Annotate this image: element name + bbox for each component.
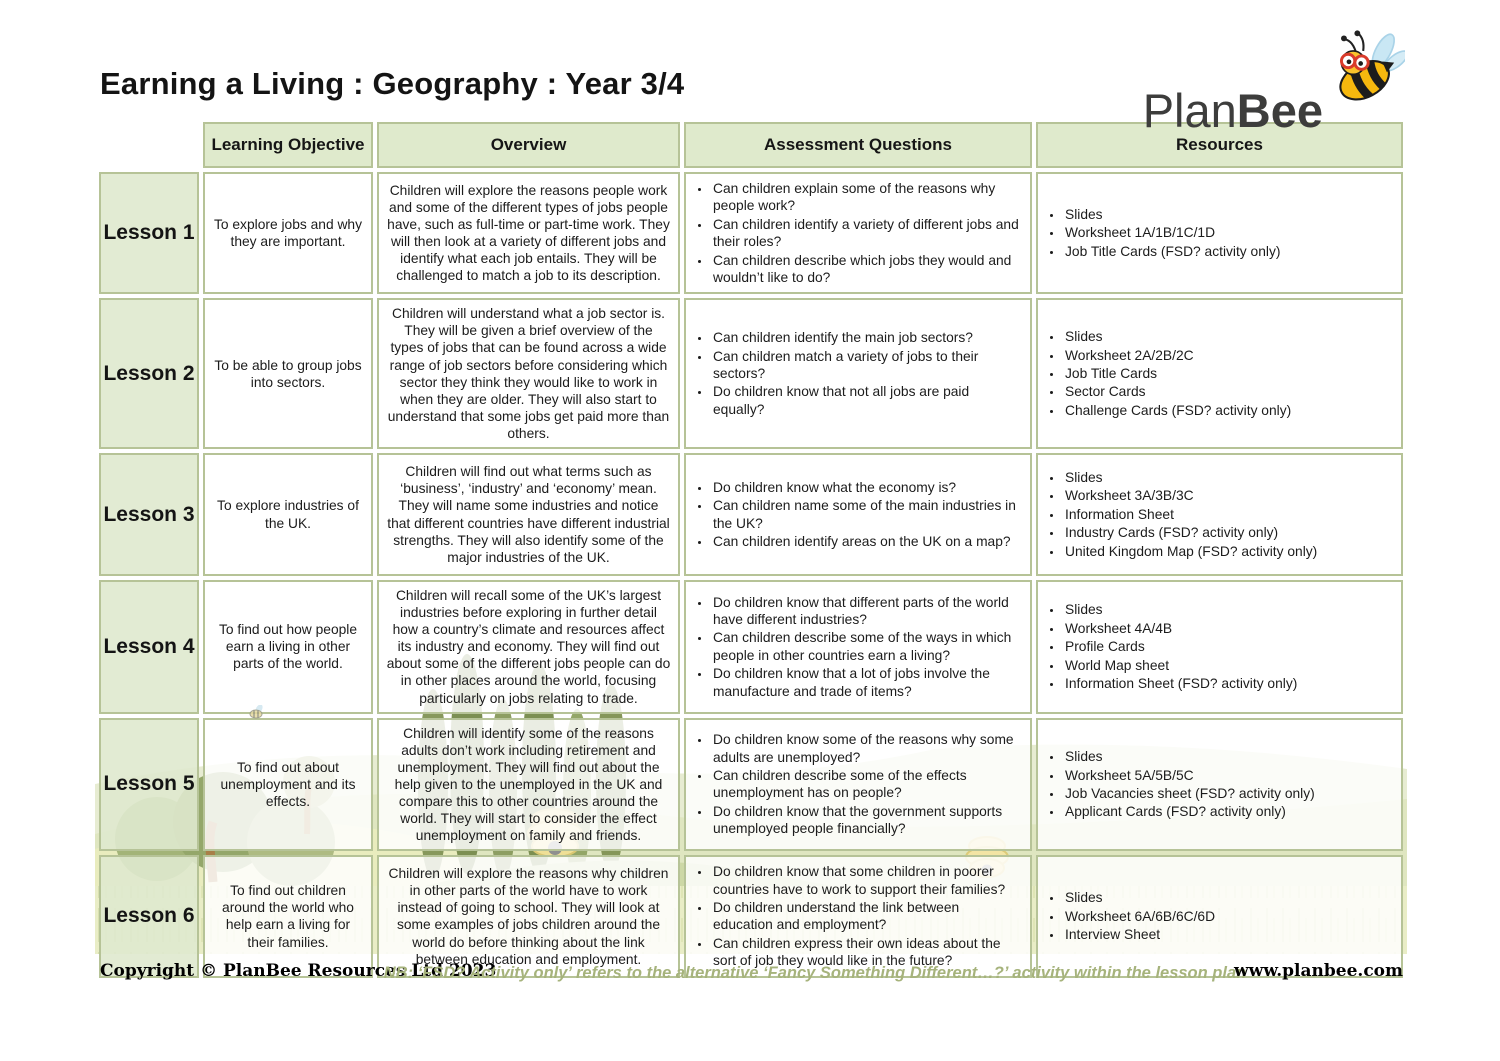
small-bee-icon <box>248 705 266 719</box>
assessment-question: • Can children express their own ideas about the sort of job they would like in the future? <box>711 935 1020 970</box>
assessment-question: • Do children know that not all jobs are paid equally? <box>711 383 1020 418</box>
lesson-number-cell: Lesson 1 <box>99 172 199 294</box>
logo-plan-text: Plan <box>1142 84 1237 137</box>
resource-list <box>1048 889 1391 943</box>
overview-cell: Children will explore the reasons people work and some of the different types of jobs people have, such as full-time or part-time work. They will then look at a variety of different jobs and identify what each job entails. They will be challenged to match a job to its description. <box>377 172 680 294</box>
resource-list <box>1048 328 1391 419</box>
resource-item: • Worksheet 4A/4B <box>1063 620 1391 637</box>
resource-item: • Challenge Cards (FSD? activity only) <box>1063 402 1391 419</box>
assessment-question: • Can children name some of the main industries in the UK? <box>711 497 1020 532</box>
resource-item: • Worksheet 3A/3B/3C <box>1063 487 1391 504</box>
resource-item: • Profile Cards <box>1063 638 1391 655</box>
lesson-row <box>99 298 1403 449</box>
overview-cell: Children will explore the reasons why children in other parts of the world have to work instead of going to school. They will look at some examples of jobs children around the world do before thinking about the link between education and employment. <box>377 855 680 977</box>
assessment-question: • Do children know what the economy is? <box>711 479 1020 496</box>
resource-item: • World Map sheet <box>1063 657 1391 674</box>
lesson-number-cell: Lesson 2 <box>99 298 199 449</box>
resource-item: • Slides <box>1063 601 1391 618</box>
resource-item: • Worksheet 5A/5B/5C <box>1063 767 1391 784</box>
learning-objective-cell: To find out children around the world who help earn a living for their families. <box>203 855 373 977</box>
bee-icon <box>1313 28 1405 114</box>
lesson-number-cell: Lesson 6 <box>99 855 199 977</box>
planbee-logo-text <box>1142 84 1323 140</box>
resource-item: • Job Title Cards <box>1063 365 1391 382</box>
logo-bee-text: Bee <box>1236 84 1323 137</box>
assessment-questions-cell <box>684 580 1032 714</box>
lesson-number-cell: Lesson 4 <box>99 580 199 714</box>
assessment-question-list <box>696 594 1020 700</box>
overview-cell: Children will identify some of the reasons adults don’t work including retirement and unemployment. They will find out about the help given to the unemployed in the UK and compare this to other countries around the world. They will start to consider the effect unemployment on family and friends. <box>377 718 680 852</box>
assessment-question: • Do children know some of the reasons why some adults are unemployed? <box>711 731 1020 766</box>
learning-objective-cell: To be able to group jobs into sectors. <box>203 298 373 449</box>
assessment-question: • Can children identify the main job sectors? <box>711 329 1020 346</box>
lesson-rows <box>99 172 1403 978</box>
resources-cell <box>1036 718 1403 852</box>
resource-item: • Information Sheet <box>1063 506 1391 523</box>
website-text: www.planbee.com <box>1234 961 1403 981</box>
resource-item: • Job Vacancies sheet (FSD? activity only) <box>1063 785 1391 802</box>
assessment-question: • Can children identify areas on the UK on a map? <box>711 533 1020 550</box>
resource-item: • Applicant Cards (FSD? activity only) <box>1063 803 1391 820</box>
resource-list <box>1048 748 1391 821</box>
resource-list <box>1048 469 1391 560</box>
header-overview: Overview <box>377 122 680 168</box>
resources-cell <box>1036 580 1403 714</box>
fsd-note-text: NB: ‘FSD? Activity only’ refers to the alternative ‘Fancy Something Different…?’ activity within the lesson plan <box>383 964 1247 982</box>
overview-cell: Children will understand what a job sector is. They will be given a brief overview of the types of jobs that can be found across a wide range of job sectors before considering which sector they think they would like to work in when they are older. They will also start to understand that some jobs get paid more than others. <box>377 298 680 449</box>
lesson-row <box>99 172 1403 294</box>
resource-item: • Worksheet 1A/1B/1C/1D <box>1063 224 1391 241</box>
resource-item: • Interview Sheet <box>1063 926 1391 943</box>
resource-list <box>1048 601 1391 692</box>
header-resources: Resources <box>1036 122 1403 168</box>
page-title: Earning a Living : Geography : Year 3/4 <box>100 66 685 101</box>
assessment-question-list <box>696 731 1020 837</box>
overview-cell: Children will recall some of the UK’s largest industries before exploring in further detail how a country’s climate and resources affect its industry and economy. They will find out about some of the different jobs people can do in other places around the world, focusing particularly on jobs relating to trade. <box>377 580 680 714</box>
assessment-question-list <box>696 863 1020 969</box>
lesson-number-cell: Lesson 5 <box>99 718 199 852</box>
resources-cell <box>1036 172 1403 294</box>
assessment-questions-cell <box>684 453 1032 576</box>
resource-item: • Information Sheet (FSD? activity only) <box>1063 675 1391 692</box>
lesson-row <box>99 580 1403 714</box>
assessment-question: • Can children explain some of the reasons why people work? <box>711 180 1020 215</box>
assessment-question: • Do children know that different parts of the world have different industries? <box>711 594 1020 629</box>
assessment-question-list <box>696 479 1020 551</box>
copyright-text: Copyright © PlanBee Resources Ltd 2023 <box>100 961 497 981</box>
resource-item: • Industry Cards (FSD? activity only) <box>1063 524 1391 541</box>
assessment-question: • Can children identify a variety of different jobs and their roles? <box>711 216 1020 251</box>
assessment-questions-cell <box>684 718 1032 852</box>
assessment-question: • Can children describe some of the effects unemployment has on people? <box>711 767 1020 802</box>
assessment-question-list <box>696 329 1020 418</box>
assessment-questions-cell <box>684 172 1032 294</box>
resource-item: • Slides <box>1063 206 1391 223</box>
lesson-row <box>99 855 1403 977</box>
assessment-question: • Can children match a variety of jobs to their sectors? <box>711 348 1020 383</box>
resources-cell <box>1036 855 1403 977</box>
lesson-number-cell: Lesson 3 <box>99 453 199 576</box>
learning-objective-cell: To explore industries of the UK. <box>203 453 373 576</box>
lesson-plan-table <box>95 118 1407 982</box>
assessment-question: • Can children describe some of the ways in which people in other countries earn a living? <box>711 629 1020 664</box>
assessment-question: • Can children describe which jobs they would and wouldn’t like to do? <box>711 252 1020 287</box>
resource-item: • Worksheet 6A/6B/6C/6D <box>1063 908 1391 925</box>
planbee-logo <box>1143 28 1405 140</box>
resource-item: • Worksheet 2A/2B/2C <box>1063 347 1391 364</box>
assessment-question: • Do children know that the government supports unemployed people financially? <box>711 803 1020 838</box>
resource-item: • Slides <box>1063 469 1391 486</box>
lesson-row <box>99 453 1403 576</box>
resource-item: • Slides <box>1063 748 1391 765</box>
assessment-question: • Do children know that a lot of jobs involve the manufacture and trade of items? <box>711 665 1020 700</box>
assessment-questions-cell <box>684 298 1032 449</box>
lesson-row <box>99 718 1403 852</box>
learning-objective-cell: To find out how people earn a living in other parts of the world. <box>203 580 373 714</box>
assessment-question: • Do children understand the link between education and employment? <box>711 899 1020 934</box>
resources-cell <box>1036 453 1403 576</box>
learning-objective-cell: To explore jobs and why they are important. <box>203 172 373 294</box>
header-assessment-questions: Assessment Questions <box>684 122 1032 168</box>
resource-item: • Slides <box>1063 328 1391 345</box>
resource-item: • Slides <box>1063 889 1391 906</box>
header-learning-objective: Learning Objective <box>203 122 373 168</box>
assessment-questions-cell <box>684 855 1032 977</box>
header-blank-cell <box>99 122 199 168</box>
resource-list <box>1048 206 1391 260</box>
resource-item: • United Kingdom Map (FSD? activity only) <box>1063 543 1391 560</box>
assessment-question: • Do children know that some children in poorer countries have to work to support their families? <box>711 863 1020 898</box>
learning-objective-cell: To find out about unemployment and its effects. <box>203 718 373 852</box>
assessment-question-list <box>696 180 1020 286</box>
overview-cell: Children will find out what terms such as ‘business’, ‘industry’ and ‘economy’ mean. They will name some industries and notice that different countries have different industrial strengths. They will also identify some of the major industries of the UK. <box>377 453 680 576</box>
resource-item: • Job Title Cards (FSD? activity only) <box>1063 243 1391 260</box>
resources-cell <box>1036 298 1403 449</box>
resource-item: • Sector Cards <box>1063 383 1391 400</box>
